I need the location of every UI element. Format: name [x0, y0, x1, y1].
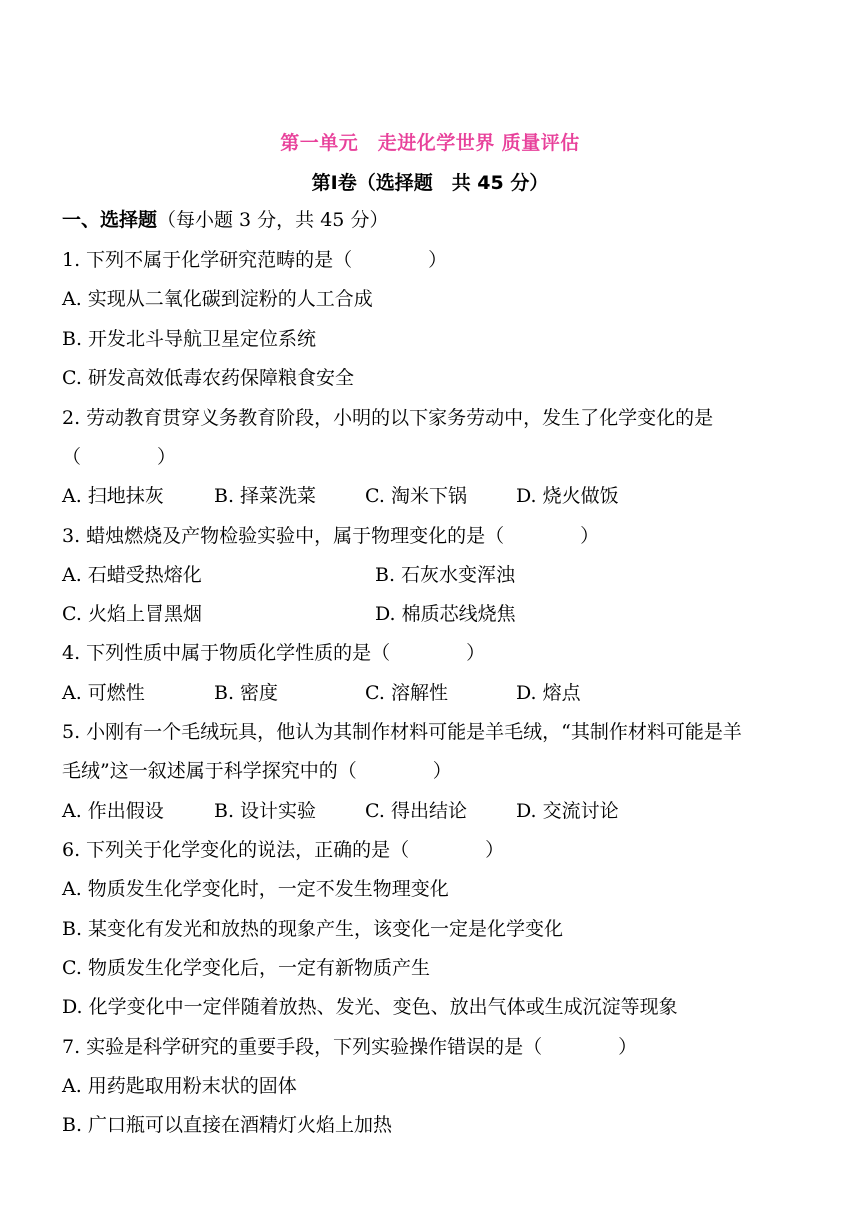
page-subtitle: 第Ⅰ卷（选择题 共 45 分）	[311, 172, 549, 194]
question-7-stem: 7. 实验是科学研究的重要手段，下列实验操作错误的是（ ）	[62, 1036, 638, 1058]
question-5-option-c: C. 得出结论	[365, 800, 467, 822]
question-6-option-c: C. 物质发生化学变化后，一定有新物质产生	[62, 957, 430, 979]
question-5-option-b: B. 设计实验	[214, 800, 317, 822]
question-2-option-c: C. 淘米下锅	[365, 485, 467, 507]
question-1-option-c: C. 研发高效低毒农药保障粮食安全	[62, 367, 354, 389]
question-7-option-a: A. 用药匙取用粉末状的固体	[62, 1075, 297, 1097]
question-2-stem-continued: （ ）	[62, 446, 177, 468]
section-label: 一、选择题	[62, 209, 158, 231]
question-1-option-a: A. 实现从二氧化碳到淀粉的人工合成	[62, 288, 373, 310]
question-3-option-c: C. 火焰上冒黑烟	[62, 603, 202, 625]
question-7-option-b: B. 广口瓶可以直接在酒精灯火焰上加热	[62, 1114, 393, 1136]
question-6-option-d: D. 化学变化中一定伴随着放热、发光、变色、放出气体或生成沉淀等现象	[62, 996, 678, 1018]
question-2-option-a: A. 扫地抹灰	[62, 485, 164, 507]
question-2-option-d: D. 烧火做饭	[516, 485, 619, 507]
question-6-option-b: B. 某变化有发光和放热的现象产生，该变化一定是化学变化	[62, 918, 564, 940]
question-4-option-d: D. 熔点	[516, 682, 581, 704]
question-6-stem: 6. 下列关于化学变化的说法，正确的是（ ）	[62, 839, 505, 861]
question-5-stem: 5. 小刚有一个毛绒玩具，他认为其制作材料可能是羊毛绒，“其制作材料可能是羊	[62, 721, 742, 743]
question-2-stem: 2. 劳动教育贯穿义务教育阶段，小明的以下家务劳动中，发生了化学变化的是	[62, 407, 714, 429]
question-3-stem: 3. 蜡烛燃烧及产物检验实验中，属于物理变化的是（ ）	[62, 525, 600, 547]
question-6-option-a: A. 物质发生化学变化时，一定不发生物理变化	[62, 878, 449, 900]
question-3-option-a: A. 石蜡受热熔化	[62, 564, 202, 586]
question-1-option-b: B. 开发北斗导航卫星定位系统	[62, 328, 317, 350]
question-4-option-b: B. 密度	[214, 682, 279, 704]
question-2-option-b: B. 择菜洗菜	[214, 485, 317, 507]
section-note: （每小题 3 分，共 45 分）	[157, 209, 389, 231]
section-heading	[62, 208, 388, 232]
question-1-stem: 1. 下列不属于化学研究范畴的是（ ）	[62, 249, 448, 271]
question-4-stem: 4. 下列性质中属于物质化学性质的是（ ）	[62, 642, 486, 664]
question-4-option-c: C. 溶解性	[365, 682, 448, 704]
page-title: 第一单元 走进化学世界 质量评估	[280, 132, 580, 154]
question-4-option-a: A. 可燃性	[62, 682, 145, 704]
question-3-option-d: D. 棉质芯线烧焦	[375, 603, 516, 625]
question-5-option-a: A. 作出假设	[62, 800, 164, 822]
question-5-stem-continued: 毛绒”这一叙述属于科学探究中的（ ）	[62, 760, 452, 782]
question-5-option-d: D. 交流讨论	[516, 800, 619, 822]
question-3-option-b: B. 石灰水变浑浊	[375, 564, 516, 586]
